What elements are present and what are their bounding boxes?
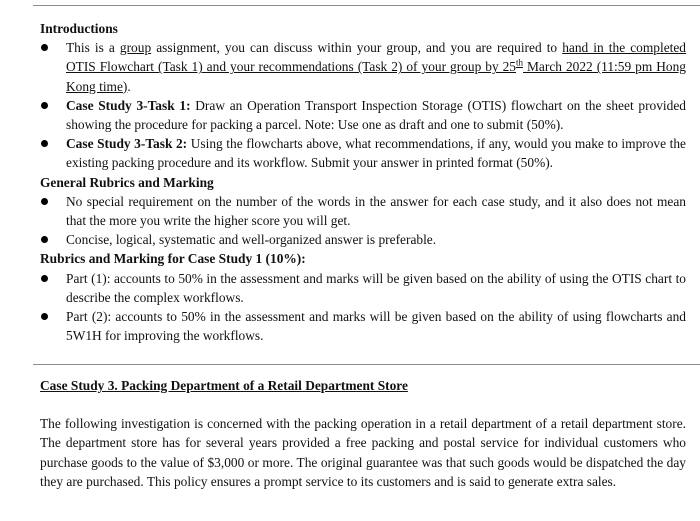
intro-text: assignment, you can discuss within your group, and you are required to — [151, 40, 563, 56]
section-divider — [33, 364, 700, 365]
ordinal-suffix: th — [516, 57, 524, 68]
case-study-title: Case Study 3. Packing Department of a Retail Department Store — [40, 378, 408, 393]
list-item: No special requirement on the number of the words in the answer for each case study, and it also does not mean that the more you write the higher score you will get. — [40, 192, 686, 230]
group-emphasis: group — [119, 40, 152, 56]
list-item: Part (1): accounts to 50% in the assessment and marks will be given based on the ability of using the OTIS chart to describe the complex workflows. — [40, 269, 686, 307]
general-rubrics-heading: General Rubrics and Marking — [40, 174, 214, 190]
task-2-text: Using the flowcharts above, what recommendations, if any, would you make to improve the existing packing procedure and its workflow. Submit your answer in printed format (50%). — [66, 136, 686, 171]
list-item: Concise, logical, systematic and well-organized answer is preferable. — [40, 230, 686, 249]
list-item: Part (2): accounts to 50% in the assessment and marks will be given based on the ability of using flowcharts and 5W1H for improving the workflows. — [40, 307, 686, 345]
task-2-label: Case Study 3-Task 2: — [66, 136, 188, 152]
deadline-text: hand in the completed OTIS Flowchart (Task 1) and your recommendations (Task 2) of your group by 25 — [66, 40, 686, 75]
case-study-rubrics-heading: Rubrics and Marking for Case Study 1 (10%): — [40, 251, 306, 267]
top-divider — [33, 5, 700, 6]
deadline-text: March 2022 (11:59 pm Hong Kong time) — [66, 59, 686, 94]
intro-bullet-task-1 — [40, 96, 686, 134]
case-study-section — [40, 376, 686, 491]
general-rubrics-list — [40, 192, 686, 250]
task-1-label: Case Study 3-Task 1: — [66, 97, 191, 113]
intro-bullet-task-2 — [40, 134, 686, 172]
intro-bullet-group-assignment — [40, 38, 686, 96]
introductions-heading: Introductions — [40, 21, 118, 36]
case-study-paragraph: The following investigation is concerned with the packing operation in a retail department of a retail department store. The department store has for several years provided a free packing and postal service for individual customers who purchase goods to the value of $3,000 or more. The original guarantee was that such goods would be dispatched the day they are purchased. This policy ensures a prompt service to its customers and is said to generate extra sales. — [40, 416, 686, 489]
intro-text: This is a — [66, 40, 120, 56]
assignment-instructions — [40, 19, 686, 345]
case-study-rubrics-list — [40, 269, 686, 346]
task-1-text: Draw an Operation Transport Inspection Storage (OTIS) flowchart on the sheet provided showing the procedure for packing a parcel. Note: Use one as draft and one to submit (50%). — [66, 97, 686, 133]
introductions-list — [40, 38, 686, 172]
intro-text: . — [127, 78, 131, 94]
